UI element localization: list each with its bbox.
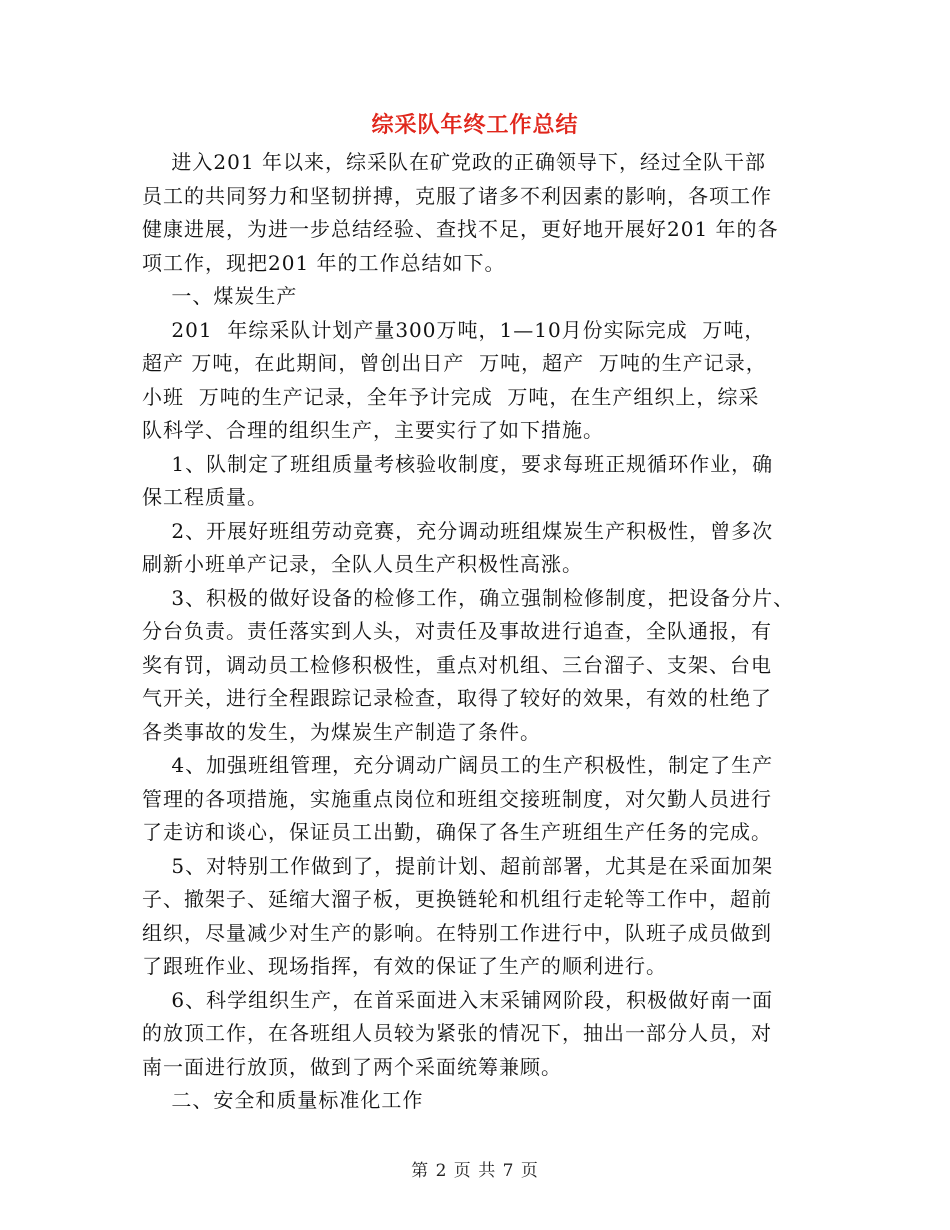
- text-line: 二、安全和质量标准化工作: [142, 1088, 424, 1112]
- text-line: 刷新小班单产记录，全队人员生产积极性高涨。: [142, 552, 583, 576]
- text-line: 健康进展，为进一步总结经验、查找不足，更好地开展好201 年的各: [142, 217, 779, 241]
- text-line: 员工的共同努力和坚韧拼搏，克服了诸多不利因素的影响，各项工作: [142, 183, 772, 208]
- text-line: 队科学、合理的组织生产，主要实行了如下措施。: [142, 418, 604, 442]
- text-line: 4、加强班组管理，充分调动广阔员工的生产积极性，制定了生产: [142, 753, 774, 777]
- text-line: 进入201 年以来，综采队在矿党政的正确领导下，经过全队干部: [142, 150, 766, 174]
- text-line: 保工程质量。: [142, 485, 268, 509]
- text-line: 各类事故的发生，为煤炭生产制造了条件。: [142, 719, 541, 744]
- page-number-footer: 第 2 页 共 7 页: [411, 1161, 539, 1181]
- text-line: 6、科学组织生产，在首采面进入末采铺网阶段，积极做好南一面: [142, 987, 774, 1012]
- text-line: 了走访和谈心，保证员工出勤，确保了各生产班组生产任务的完成。: [142, 820, 772, 844]
- text-line: 了跟班作业、现场指挥，有效的保证了生产的顺利进行。: [142, 954, 667, 978]
- text-line: 3、积极的做好设备的检修工作，确立强制检修制度，把设备分片、: [142, 585, 795, 610]
- text-line: 南一面进行放顶，做到了两个采面统筹兼顾。: [142, 1054, 562, 1079]
- text-line: 奖有罚，调动员工检修积极性，重点对机组、三台溜子、支架、台电: [142, 652, 772, 677]
- text-line: 的放顶工作，在各班组人员较为紧张的情况下，抽出一部分人员，对: [142, 1021, 772, 1045]
- text-line: 气开关，进行全程跟踪记录检查，取得了较好的效果，有效的杜绝了: [142, 686, 772, 710]
- text-line: 201 年综采队计划产量300万吨，1—10月份实际完成 万吨，: [142, 317, 766, 342]
- text-line: 子、撤架子、延缩大溜子板，更换链轮和机组行走轮等工作中，超前: [142, 887, 772, 911]
- text-line: 小班 万吨的生产记录，全年予计完成 万吨，在生产组织上，综采: [142, 384, 760, 409]
- text-line: 一、煤炭生产: [142, 284, 298, 308]
- document-title: 综采队年终工作总结: [371, 112, 579, 138]
- text-line: 组织，尽量减少对生产的影响。在特别工作进行中，队班子成员做到: [142, 920, 772, 945]
- text-line: 2、开展好班组劳动竞赛，充分调动班组煤炭生产积极性，曾多次: [142, 518, 774, 543]
- text-line: 项工作，现把201 年的工作总结如下。: [142, 250, 506, 275]
- text-line: 5、对特别工作做到了，提前计划、超前部署，尤其是在采面加架: [142, 853, 774, 878]
- text-line: 1、队制定了班组质量考核验收制度，要求每班正规循环作业，确: [142, 451, 774, 476]
- text-line: 管理的各项措施，实施重点岗位和班组交接班制度，对欠勤人员进行: [142, 786, 772, 811]
- text-line: 分台负责。责任落实到人头，对责任及事故进行追查，全队通报，有: [142, 619, 772, 643]
- text-line: 超产 万吨，在此期间，曾创出日产 万吨，超产 万吨的生产记录，: [142, 351, 767, 375]
- document-body: [142, 146, 822, 1118]
